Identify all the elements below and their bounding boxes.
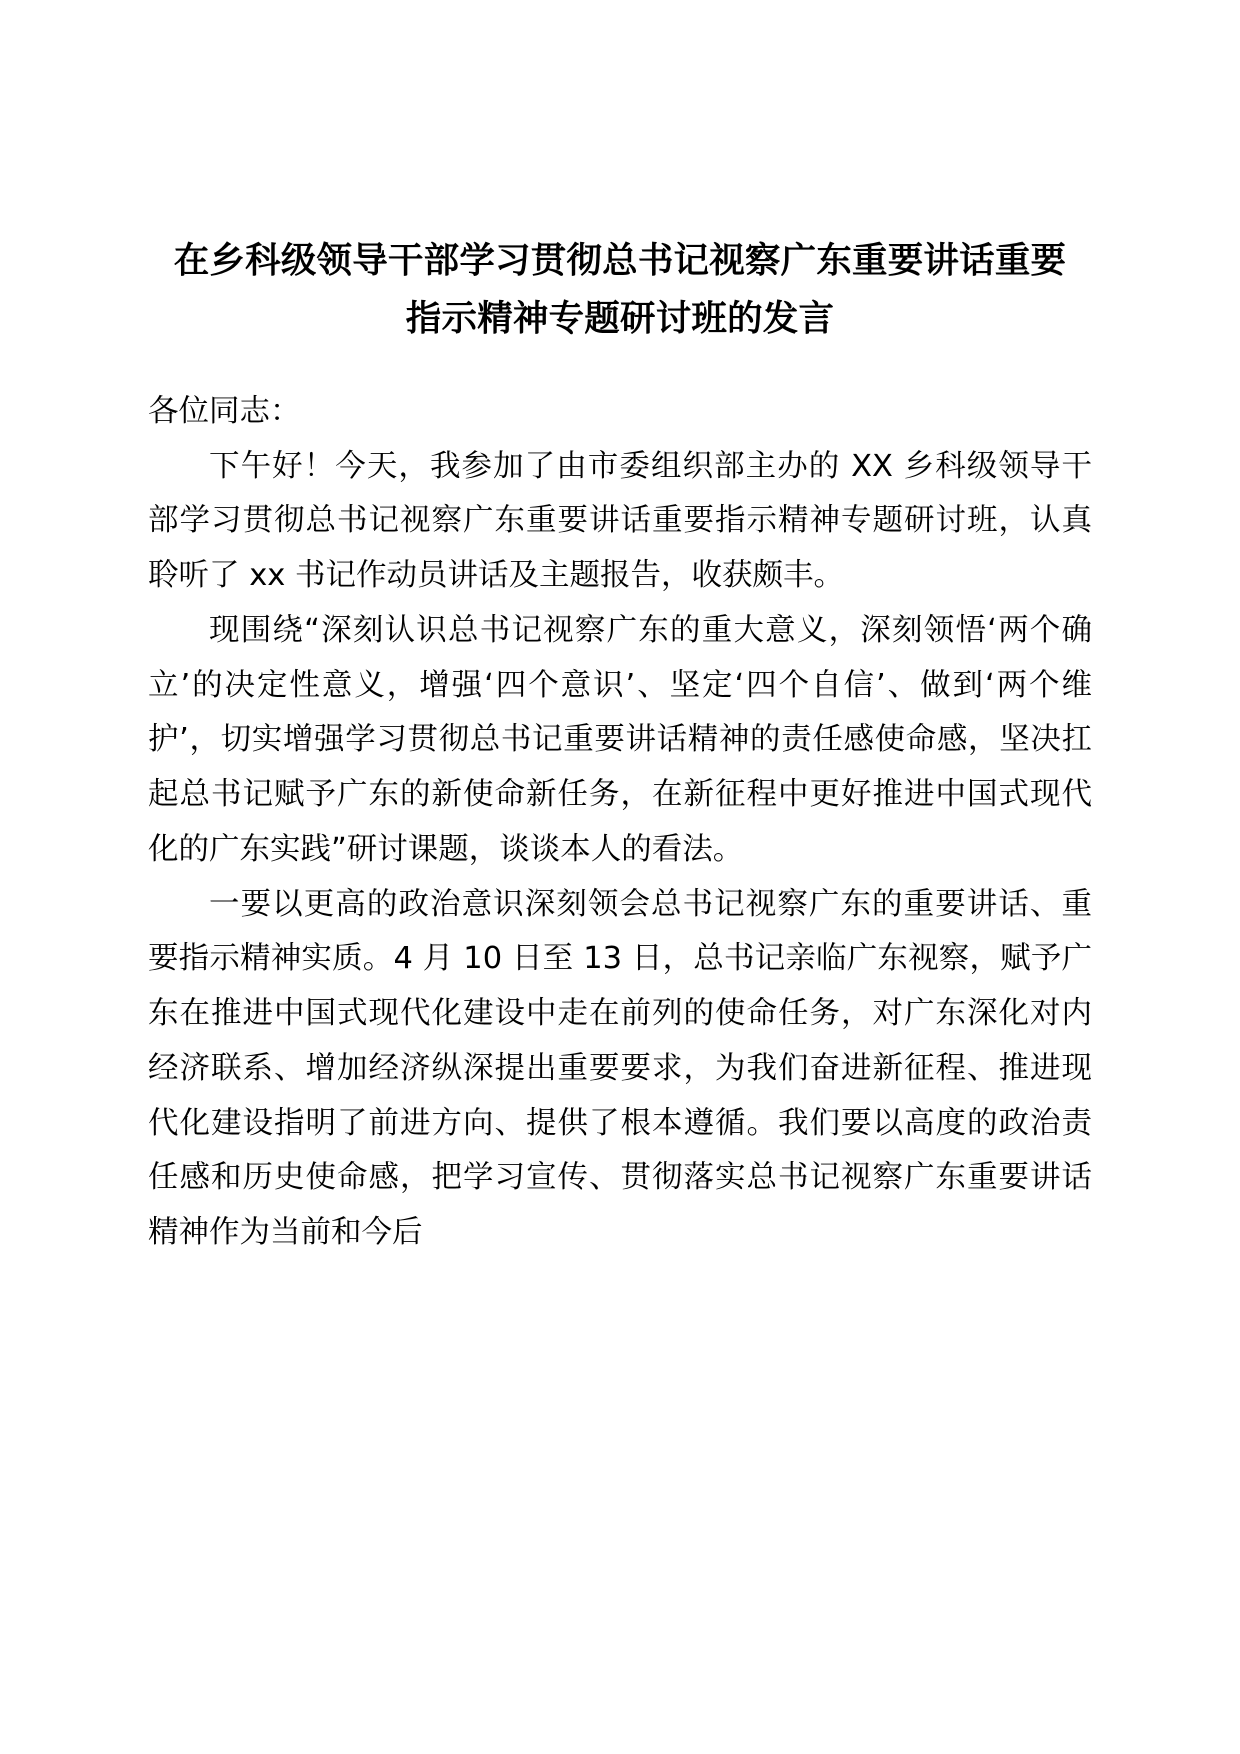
document-content xyxy=(148,232,1092,1261)
paragraph-1: 下午好！今天，我参加了由市委组织部主办的 XX 乡科级领导干部学习贯彻总书记视察广东重要讲话重要指示精神专题研讨班，认真聆听了 xx 书记作动员讲话及主题报告，收获颇丰。 xyxy=(148,448,1092,594)
paragraph-2: 现围绕“深刻认识总书记视察广东的重大意义，深刻领悟‘两个确立’的决定性意义，增强‘四个意识’、坚定‘四个自信’、做到‘两个维护’，切实增强学习贯彻总书记重要讲话精神的责任感使命感，坚决扛起总书记赋予广东的新使命新任务，在新征程中更好推进中国式现代化的广东实践”研讨课题，谈谈本人的看法。 xyxy=(148,612,1092,867)
paragraph-3: 一要以更高的政治意识深刻领会总书记视察广东的重要讲话、重要指示精神实质。4 月 10 日至 13 日，总书记亲临广东视察，赋予广东在推进中国式现代化建设中走在前列的使命任务，对广东深化对内经济联系、增加经济纵深提出重要要求，为我们奋进新征程、推进现代化建设指明了前进方向、提供了根本遵循。我们要以高度的政治责任感和历史使命感，把学习宣传、贯彻落实总书记视察广东重要讲话精神作为当前和今后 xyxy=(148,886,1092,1251)
page-title: 在乡科级领导干部学习贯彻总书记视察广东重要讲话重要指示精神专题研讨班的发言 xyxy=(173,240,1067,339)
document-body xyxy=(148,385,1092,1261)
salutation: 各位同志： xyxy=(148,394,301,429)
